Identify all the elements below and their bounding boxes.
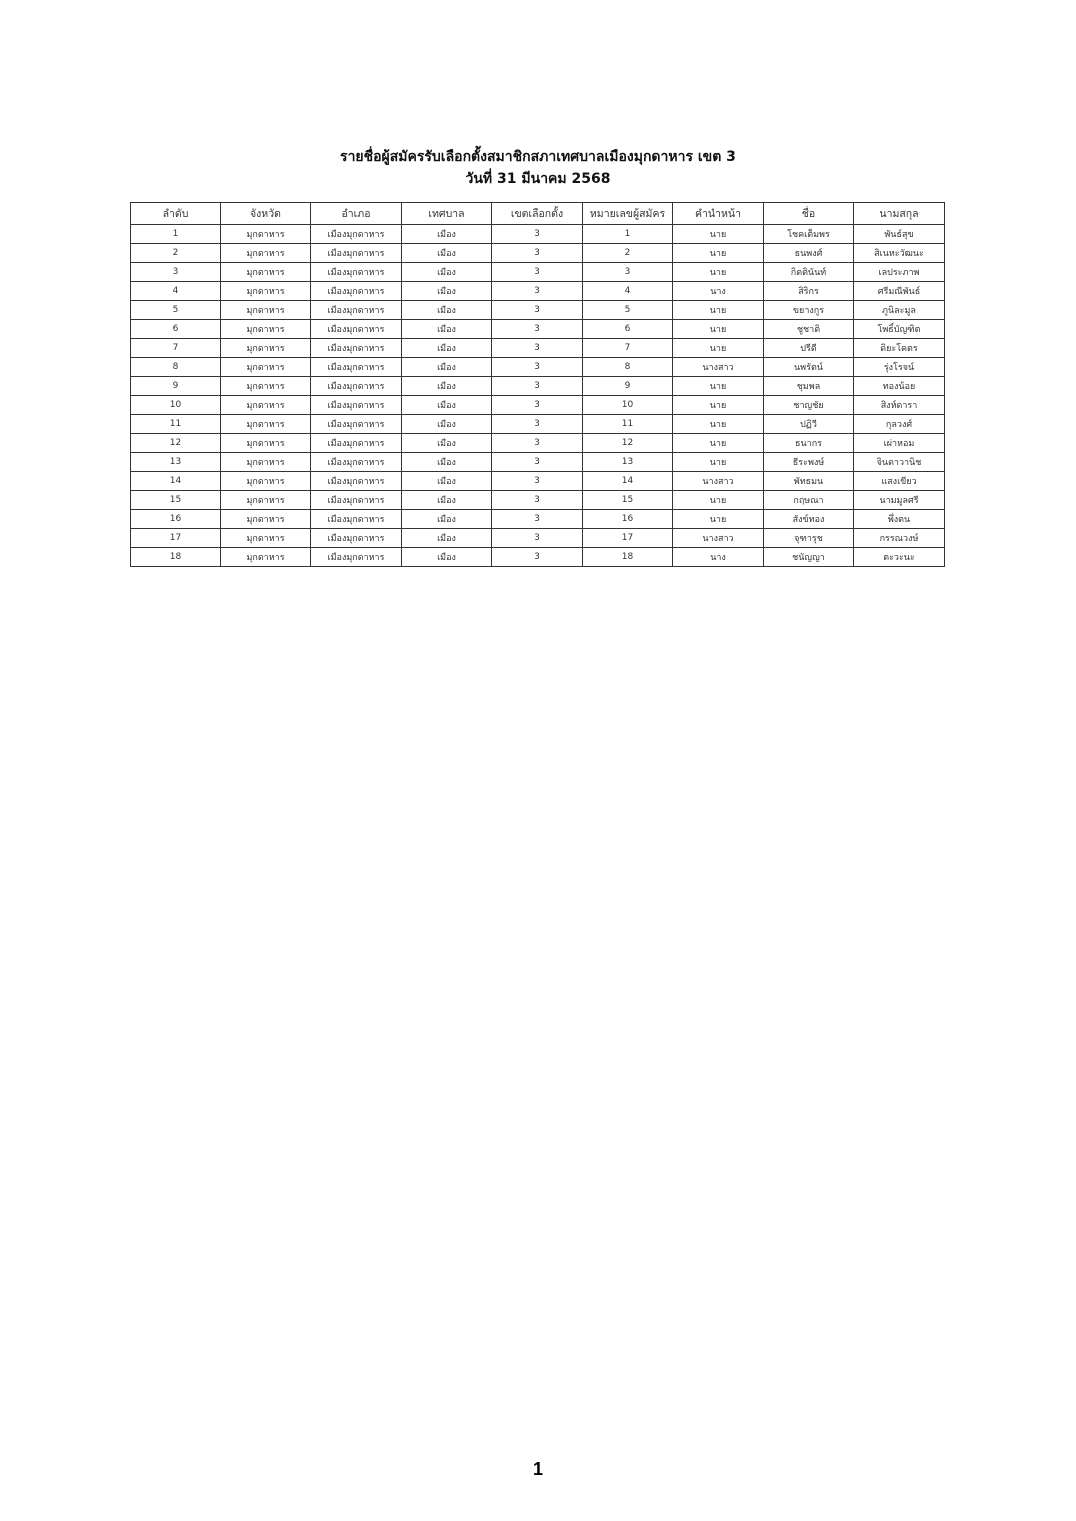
table-cell: นาง bbox=[673, 282, 764, 301]
column-header: หมายเลขผู้สมัคร bbox=[583, 203, 673, 225]
table-cell: 14 bbox=[583, 472, 673, 491]
table-cell: 1 bbox=[131, 225, 221, 244]
table-cell: ธนพงศ์ bbox=[764, 244, 854, 263]
column-header: เทศบาล bbox=[402, 203, 492, 225]
table-row bbox=[131, 320, 945, 339]
table-cell: เผ่าหอม bbox=[854, 434, 945, 453]
table-row bbox=[131, 301, 945, 320]
table-cell: ชุมพล bbox=[764, 377, 854, 396]
table-cell: นาย bbox=[673, 510, 764, 529]
table-cell: ชูชาติ bbox=[764, 320, 854, 339]
table-cell: ชาญชัย bbox=[764, 396, 854, 415]
table-cell: 6 bbox=[583, 320, 673, 339]
column-header: จังหวัด bbox=[221, 203, 311, 225]
table-cell: ภูนิละมูล bbox=[854, 301, 945, 320]
table-row bbox=[131, 358, 945, 377]
table-cell: นางสาว bbox=[673, 358, 764, 377]
table-cell: 10 bbox=[131, 396, 221, 415]
table-cell: 8 bbox=[583, 358, 673, 377]
table-cell: เมือง bbox=[402, 434, 492, 453]
table-cell: เมืองมุกดาหาร bbox=[311, 225, 402, 244]
table-cell: นาย bbox=[673, 491, 764, 510]
table-cell: เมืองมุกดาหาร bbox=[311, 434, 402, 453]
table-cell: มุกดาหาร bbox=[221, 396, 311, 415]
table-cell: 3 bbox=[492, 339, 583, 358]
table-row bbox=[131, 225, 945, 244]
table-row bbox=[131, 339, 945, 358]
table-cell: 3 bbox=[492, 434, 583, 453]
table-cell: มุกดาหาร bbox=[221, 358, 311, 377]
table-cell: 3 bbox=[492, 225, 583, 244]
table-cell: 3 bbox=[492, 263, 583, 282]
table-cell: เมือง bbox=[402, 358, 492, 377]
table-cell: เมือง bbox=[402, 244, 492, 263]
table-row bbox=[131, 396, 945, 415]
table-cell: 4 bbox=[131, 282, 221, 301]
table-cell: เมืองมุกดาหาร bbox=[311, 339, 402, 358]
table-cell: เมือง bbox=[402, 529, 492, 548]
table-cell: นาย bbox=[673, 396, 764, 415]
table-cell: 2 bbox=[583, 244, 673, 263]
table-cell: 3 bbox=[492, 320, 583, 339]
table-cell: 2 bbox=[131, 244, 221, 263]
table-cell: 1 bbox=[583, 225, 673, 244]
table-cell: มุกดาหาร bbox=[221, 472, 311, 491]
table-cell: 9 bbox=[583, 377, 673, 396]
table-cell: เมืองมุกดาหาร bbox=[311, 244, 402, 263]
table-cell: 13 bbox=[131, 453, 221, 472]
table-cell: เมือง bbox=[402, 301, 492, 320]
table-cell: 3 bbox=[583, 263, 673, 282]
table-cell: โชคเต็มพร bbox=[764, 225, 854, 244]
table-cell: ศรีมณีพันธ์ bbox=[854, 282, 945, 301]
table-cell: 16 bbox=[131, 510, 221, 529]
table-cell: นพรัตน์ bbox=[764, 358, 854, 377]
table-cell: 3 bbox=[492, 377, 583, 396]
table-cell: 5 bbox=[131, 301, 221, 320]
table-cell: 10 bbox=[583, 396, 673, 415]
table-cell: เมืองมุกดาหาร bbox=[311, 320, 402, 339]
table-cell: มุกดาหาร bbox=[221, 491, 311, 510]
table-cell: สังข์ทอง bbox=[764, 510, 854, 529]
table-cell: 3 bbox=[492, 529, 583, 548]
table-cell: 7 bbox=[583, 339, 673, 358]
title-line-1: รายชื่อผู้สมัครรับเลือกตั้งสมาชิกสภาเทศบาลเมืองมุกดาหาร เขต 3 bbox=[340, 149, 736, 165]
table-cell: พัทธมน bbox=[764, 472, 854, 491]
table-cell: 14 bbox=[131, 472, 221, 491]
table-row bbox=[131, 510, 945, 529]
table-cell: มุกดาหาร bbox=[221, 282, 311, 301]
table-cell: เมืองมุกดาหาร bbox=[311, 263, 402, 282]
table-cell: มุกดาหาร bbox=[221, 377, 311, 396]
column-header: อำเภอ bbox=[311, 203, 402, 225]
table-cell: ตะวะนะ bbox=[854, 548, 945, 567]
table-cell: จุฑารุช bbox=[764, 529, 854, 548]
table-cell: 15 bbox=[131, 491, 221, 510]
table-row bbox=[131, 548, 945, 567]
table-cell: 3 bbox=[492, 282, 583, 301]
table-cell: เมือง bbox=[402, 510, 492, 529]
table-cell: 3 bbox=[492, 510, 583, 529]
table-cell: ชนัญญา bbox=[764, 548, 854, 567]
table-cell: แสงเขียว bbox=[854, 472, 945, 491]
table-cell: นาย bbox=[673, 320, 764, 339]
table-cell: 3 bbox=[492, 244, 583, 263]
table-cell: 8 bbox=[131, 358, 221, 377]
table-cell: ปฏิวี bbox=[764, 415, 854, 434]
table-cell: มุกดาหาร bbox=[221, 263, 311, 282]
table-cell: เมือง bbox=[402, 472, 492, 491]
table-row bbox=[131, 491, 945, 510]
table-cell: 17 bbox=[131, 529, 221, 548]
table-cell: ธีระพงษ์ bbox=[764, 453, 854, 472]
table-cell: 13 bbox=[583, 453, 673, 472]
table-cell: 3 bbox=[492, 453, 583, 472]
table-cell: นางสาว bbox=[673, 472, 764, 491]
column-header: เขตเลือกตั้ง bbox=[492, 203, 583, 225]
table-row bbox=[131, 282, 945, 301]
table-cell: เมือง bbox=[402, 263, 492, 282]
column-header: คำนำหน้า bbox=[673, 203, 764, 225]
table-cell: 12 bbox=[583, 434, 673, 453]
table-cell: เมืองมุกดาหาร bbox=[311, 453, 402, 472]
table-cell: นาย bbox=[673, 415, 764, 434]
table-cell: เมือง bbox=[402, 282, 492, 301]
table-row bbox=[131, 244, 945, 263]
table-cell: ทองน้อย bbox=[854, 377, 945, 396]
table-cell: ขยางกูร bbox=[764, 301, 854, 320]
table-row bbox=[131, 415, 945, 434]
table-cell: เมืองมุกดาหาร bbox=[311, 472, 402, 491]
table-cell: 16 bbox=[583, 510, 673, 529]
table-cell: พึ่งตน bbox=[854, 510, 945, 529]
table-cell: 4 bbox=[583, 282, 673, 301]
table-cell: 3 bbox=[492, 301, 583, 320]
table-cell: นาย bbox=[673, 301, 764, 320]
column-header: นามสกุล bbox=[854, 203, 945, 225]
table-cell: เมืองมุกดาหาร bbox=[311, 282, 402, 301]
table-row bbox=[131, 434, 945, 453]
table-cell: โพธิ์บัญฑิต bbox=[854, 320, 945, 339]
table-cell: กิตตินันท์ bbox=[764, 263, 854, 282]
table-cell: เมือง bbox=[402, 548, 492, 567]
table-cell: เมืองมุกดาหาร bbox=[311, 377, 402, 396]
table-cell: นาง bbox=[673, 548, 764, 567]
table-cell: มุกดาหาร bbox=[221, 415, 311, 434]
table-cell: เมือง bbox=[402, 491, 492, 510]
column-header: ลำดับ bbox=[131, 203, 221, 225]
table-cell: เมืองมุกดาหาร bbox=[311, 529, 402, 548]
table-cell: พันธ์สุข bbox=[854, 225, 945, 244]
table-row bbox=[131, 263, 945, 282]
table-cell: 3 bbox=[492, 548, 583, 567]
title-line-2: วันที่ 31 มีนาคม 2568 bbox=[465, 171, 611, 187]
column-header: ชื่อ bbox=[764, 203, 854, 225]
table-cell: 11 bbox=[131, 415, 221, 434]
table-cell: มุกดาหาร bbox=[221, 548, 311, 567]
table-cell: 3 bbox=[131, 263, 221, 282]
table-cell: จินดาวานิช bbox=[854, 453, 945, 472]
table-cell: กรรณวงษ์ bbox=[854, 529, 945, 548]
table-cell: นาย bbox=[673, 225, 764, 244]
table-cell: 9 bbox=[131, 377, 221, 396]
table-row bbox=[131, 377, 945, 396]
table-cell: มุกดาหาร bbox=[221, 244, 311, 263]
table-cell: 3 bbox=[492, 472, 583, 491]
table-cell: มุกดาหาร bbox=[221, 510, 311, 529]
table-cell: ธนากร bbox=[764, 434, 854, 453]
table-cell: 3 bbox=[492, 491, 583, 510]
table-cell: เมืองมุกดาหาร bbox=[311, 491, 402, 510]
table-cell: 5 bbox=[583, 301, 673, 320]
table-cell: เมือง bbox=[402, 225, 492, 244]
table-row bbox=[131, 453, 945, 472]
table-header-row bbox=[131, 203, 945, 225]
table-cell: 7 bbox=[131, 339, 221, 358]
table-cell: มุกดาหาร bbox=[221, 301, 311, 320]
table-cell: เลประภาพ bbox=[854, 263, 945, 282]
table-cell: นาย bbox=[673, 434, 764, 453]
table-cell: มุกดาหาร bbox=[221, 225, 311, 244]
table-cell: 6 bbox=[131, 320, 221, 339]
table-row bbox=[131, 472, 945, 491]
table-cell: ดิยะโคตร bbox=[854, 339, 945, 358]
table-body bbox=[131, 225, 945, 567]
table-row bbox=[131, 529, 945, 548]
table-cell: นาย bbox=[673, 339, 764, 358]
table-cell: เมือง bbox=[402, 415, 492, 434]
table-cell: 18 bbox=[131, 548, 221, 567]
table-cell: นามมูลศรี bbox=[854, 491, 945, 510]
table-cell: เมือง bbox=[402, 339, 492, 358]
table-cell: มุกดาหาร bbox=[221, 453, 311, 472]
table-cell: เมือง bbox=[402, 396, 492, 415]
table-cell: 3 bbox=[492, 415, 583, 434]
table-cell: เมืองมุกดาหาร bbox=[311, 510, 402, 529]
table-cell: เมืองมุกดาหาร bbox=[311, 301, 402, 320]
table-cell: 18 bbox=[583, 548, 673, 567]
table-cell: นาย bbox=[673, 453, 764, 472]
table-cell: นาย bbox=[673, 244, 764, 263]
table-cell: 11 bbox=[583, 415, 673, 434]
table-cell: เมืองมุกดาหาร bbox=[311, 415, 402, 434]
table-cell: 17 bbox=[583, 529, 673, 548]
table-cell: กฤษณา bbox=[764, 491, 854, 510]
table-cell: มุกดาหาร bbox=[221, 434, 311, 453]
table-cell: นาย bbox=[673, 377, 764, 396]
table-cell: 3 bbox=[492, 396, 583, 415]
table-cell: เมือง bbox=[402, 453, 492, 472]
table-cell: เมืองมุกดาหาร bbox=[311, 548, 402, 567]
table-cell: มุกดาหาร bbox=[221, 529, 311, 548]
table-cell: เมือง bbox=[402, 320, 492, 339]
table-cell: นาย bbox=[673, 263, 764, 282]
table-cell: กุลวงศ์ bbox=[854, 415, 945, 434]
table-cell: เมือง bbox=[402, 377, 492, 396]
table-cell: 12 bbox=[131, 434, 221, 453]
candidates-table bbox=[130, 202, 945, 567]
table-cell: มุกดาหาร bbox=[221, 339, 311, 358]
table-cell: สิงห์ดารา bbox=[854, 396, 945, 415]
table-cell: สิเนหะวัฒนะ bbox=[854, 244, 945, 263]
table-cell: นางสาว bbox=[673, 529, 764, 548]
table-cell: 3 bbox=[492, 358, 583, 377]
table-cell: 15 bbox=[583, 491, 673, 510]
table-cell: เมืองมุกดาหาร bbox=[311, 358, 402, 377]
table-cell: รุ่งโรจน์ bbox=[854, 358, 945, 377]
table-cell: สิริกร bbox=[764, 282, 854, 301]
document-title bbox=[0, 146, 1076, 190]
page-number: 1 bbox=[532, 1459, 543, 1479]
table-cell: ปรีดี bbox=[764, 339, 854, 358]
table-cell: เมืองมุกดาหาร bbox=[311, 396, 402, 415]
table-cell: มุกดาหาร bbox=[221, 320, 311, 339]
